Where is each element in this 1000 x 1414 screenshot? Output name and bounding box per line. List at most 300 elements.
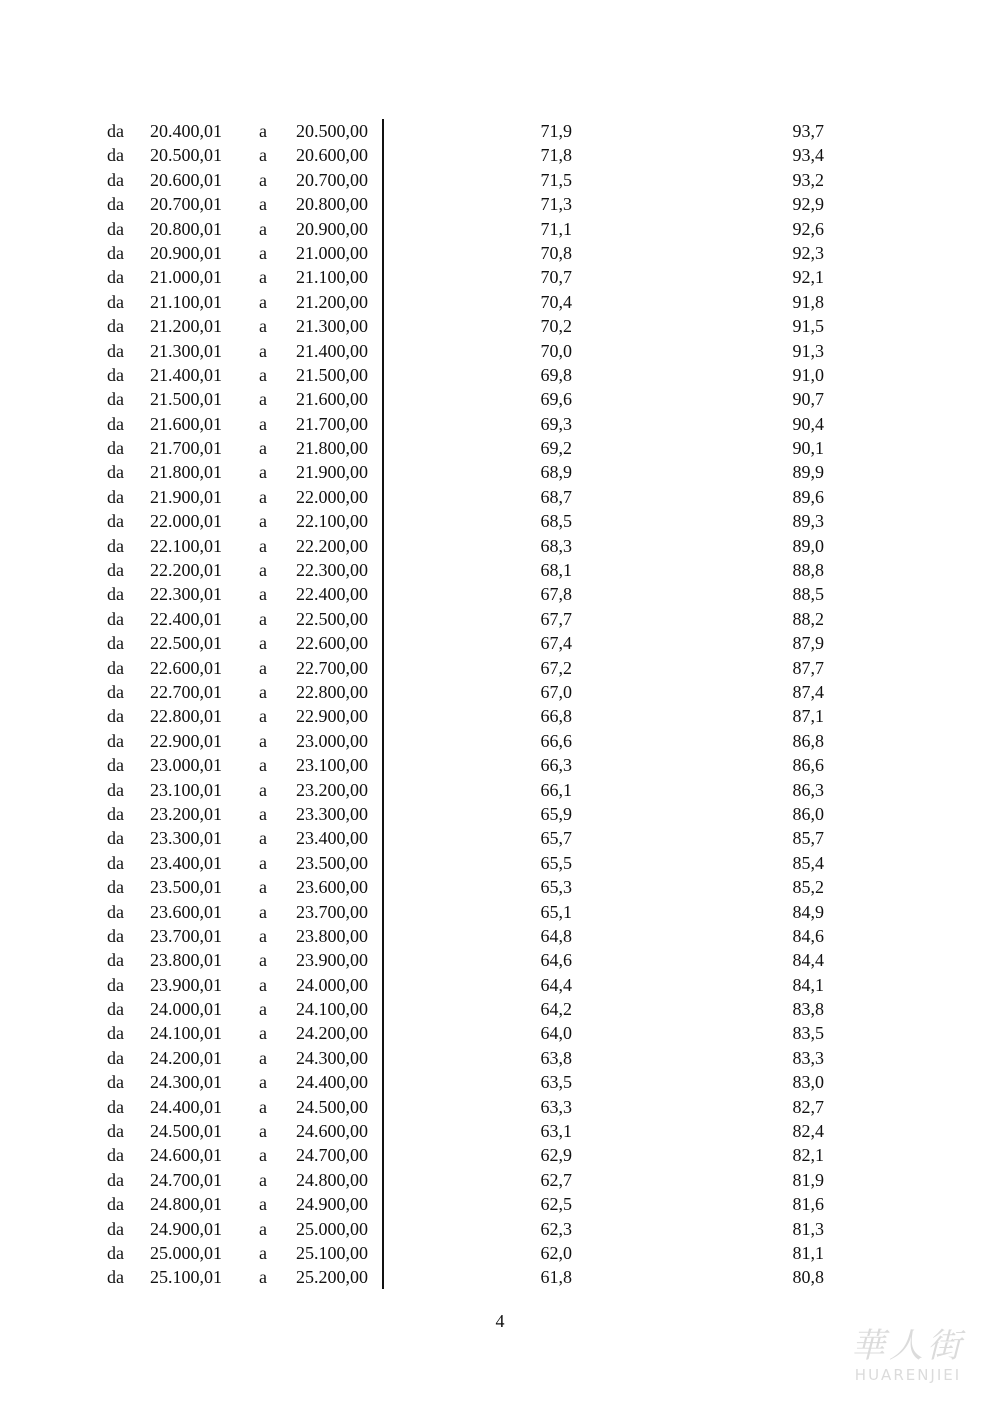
value-column-1: 63,3 (540, 1096, 572, 1117)
range-from-word: da (107, 121, 124, 141)
range-from-value: 24.900,01 (150, 1218, 222, 1239)
value-column-1: 65,5 (540, 852, 572, 873)
range-from-word: da (107, 194, 124, 215)
value-column-2: 90,7 (792, 389, 824, 410)
value-column-1: 71,3 (540, 194, 572, 215)
value-column-2: 88,8 (792, 560, 824, 581)
table-row (0, 802, 1000, 826)
range-from-word: da (107, 291, 124, 312)
table-row (0, 143, 1000, 167)
table-row (0, 778, 1000, 802)
range-to-value: 22.800,00 (296, 681, 368, 702)
value-column-1: 65,7 (540, 828, 572, 849)
table-row (0, 558, 1000, 582)
range-to-value: 23.200,00 (296, 779, 368, 800)
range-to-word: a (259, 901, 267, 922)
table-row (0, 900, 1000, 924)
table-row (0, 1119, 1000, 1143)
range-from-word: da (107, 1194, 124, 1215)
range-from-value: 24.300,01 (150, 1072, 222, 1093)
range-from-word: da (107, 364, 124, 385)
range-to-word: a (259, 364, 267, 385)
range-to-value: 23.600,00 (296, 877, 368, 898)
range-to-word: a (259, 121, 267, 141)
range-from-word: da (107, 1047, 124, 1068)
range-to-word: a (259, 194, 267, 215)
value-column-1: 71,8 (540, 145, 572, 166)
range-to-word: a (259, 438, 267, 459)
range-to-word: a (259, 852, 267, 873)
range-from-value: 22.800,01 (150, 706, 222, 727)
range-to-value: 22.900,00 (296, 706, 368, 727)
value-column-2: 82,4 (792, 1121, 824, 1142)
range-to-value: 24.200,00 (296, 1023, 368, 1044)
value-column-2: 83,5 (792, 1023, 824, 1044)
range-to-word: a (259, 877, 267, 898)
range-from-value: 25.100,01 (150, 1267, 222, 1288)
table-row (0, 973, 1000, 997)
value-column-2: 87,4 (792, 681, 824, 702)
value-column-1: 70,2 (540, 316, 572, 337)
table-row (0, 1021, 1000, 1045)
value-column-1: 68,7 (540, 486, 572, 507)
value-column-2: 91,8 (792, 291, 824, 312)
range-from-value: 24.200,01 (150, 1047, 222, 1068)
range-to-word: a (259, 145, 267, 166)
range-to-value: 21.500,00 (296, 364, 368, 385)
range-from-word: da (107, 1096, 124, 1117)
table-row (0, 997, 1000, 1021)
value-column-1: 64,4 (540, 974, 572, 995)
table-row (0, 387, 1000, 411)
range-to-value: 23.400,00 (296, 828, 368, 849)
range-to-word: a (259, 462, 267, 483)
value-column-1: 69,3 (540, 413, 572, 434)
value-column-1: 71,5 (540, 169, 572, 190)
table-row (0, 339, 1000, 363)
value-column-1: 68,5 (540, 511, 572, 532)
range-from-value: 22.600,01 (150, 657, 222, 678)
table-row (0, 753, 1000, 777)
range-from-value: 22.000,01 (150, 511, 222, 532)
range-from-value: 23.100,01 (150, 779, 222, 800)
value-column-2: 84,6 (792, 925, 824, 946)
table-row (0, 363, 1000, 387)
value-column-2: 93,7 (792, 121, 824, 141)
range-to-word: a (259, 950, 267, 971)
value-column-2: 83,8 (792, 999, 824, 1020)
table-row (0, 582, 1000, 606)
range-to-word: a (259, 316, 267, 337)
range-to-value: 23.100,00 (296, 755, 368, 776)
value-column-2: 86,0 (792, 803, 824, 824)
range-from-word: da (107, 1023, 124, 1044)
range-to-value: 22.300,00 (296, 560, 368, 581)
range-from-word: da (107, 584, 124, 605)
value-column-2: 89,0 (792, 535, 824, 556)
range-from-value: 20.500,01 (150, 145, 222, 166)
range-from-value: 21.300,01 (150, 340, 222, 361)
value-column-1: 65,9 (540, 803, 572, 824)
range-to-value: 20.700,00 (296, 169, 368, 190)
range-from-value: 20.400,01 (150, 121, 222, 141)
range-from-word: da (107, 706, 124, 727)
range-from-word: da (107, 925, 124, 946)
table-row (0, 826, 1000, 850)
range-from-word: da (107, 145, 124, 166)
table-row (0, 265, 1000, 289)
range-to-value: 25.000,00 (296, 1218, 368, 1239)
value-column-2: 84,9 (792, 901, 824, 922)
value-column-1: 69,8 (540, 364, 572, 385)
range-from-word: da (107, 267, 124, 288)
range-from-value: 21.500,01 (150, 389, 222, 410)
range-to-value: 20.500,00 (296, 121, 368, 141)
value-column-2: 81,3 (792, 1218, 824, 1239)
range-from-value: 25.000,01 (150, 1242, 222, 1263)
range-to-value: 23.300,00 (296, 803, 368, 824)
value-column-2: 80,8 (792, 1267, 824, 1288)
range-to-word: a (259, 1072, 267, 1093)
value-column-2: 91,0 (792, 364, 824, 385)
value-column-2: 89,3 (792, 511, 824, 532)
range-to-word: a (259, 1145, 267, 1166)
table-row (0, 1217, 1000, 1241)
range-from-value: 22.400,01 (150, 608, 222, 629)
table-row (0, 241, 1000, 265)
range-to-value: 21.600,00 (296, 389, 368, 410)
table-row (0, 948, 1000, 972)
range-to-value: 22.700,00 (296, 657, 368, 678)
range-from-word: da (107, 1242, 124, 1263)
table-row (0, 875, 1000, 899)
range-from-word: da (107, 389, 124, 410)
range-to-word: a (259, 657, 267, 678)
value-column-2: 91,3 (792, 340, 824, 361)
range-to-value: 22.000,00 (296, 486, 368, 507)
watermark-latin-text: HUARENJIEI (854, 1366, 962, 1384)
value-column-1: 62,9 (540, 1145, 572, 1166)
range-from-word: da (107, 486, 124, 507)
table-row (0, 314, 1000, 338)
value-column-2: 90,4 (792, 413, 824, 434)
range-from-word: da (107, 511, 124, 532)
range-from-value: 23.800,01 (150, 950, 222, 971)
range-from-value: 20.600,01 (150, 169, 222, 190)
range-to-word: a (259, 535, 267, 556)
value-column-1: 66,3 (540, 755, 572, 776)
value-column-2: 87,1 (792, 706, 824, 727)
range-to-word: a (259, 974, 267, 995)
value-column-1: 69,2 (540, 438, 572, 459)
range-from-value: 23.400,01 (150, 852, 222, 873)
value-column-2: 92,6 (792, 218, 824, 239)
range-from-value: 21.900,01 (150, 486, 222, 507)
range-to-value: 24.700,00 (296, 1145, 368, 1166)
table-row (0, 656, 1000, 680)
range-to-word: a (259, 828, 267, 849)
range-to-word: a (259, 511, 267, 532)
value-column-1: 62,3 (540, 1218, 572, 1239)
table-row (0, 290, 1000, 314)
range-to-word: a (259, 1121, 267, 1142)
range-from-word: da (107, 681, 124, 702)
range-to-word: a (259, 1218, 267, 1239)
value-column-2: 86,8 (792, 730, 824, 751)
range-to-value: 24.800,00 (296, 1169, 368, 1190)
table-row (0, 704, 1000, 728)
table-row (0, 924, 1000, 948)
rate-table (0, 119, 1000, 1290)
table-row (0, 1241, 1000, 1265)
range-from-value: 24.600,01 (150, 1145, 222, 1166)
table-row (0, 1143, 1000, 1167)
range-to-value: 23.000,00 (296, 730, 368, 751)
range-to-word: a (259, 389, 267, 410)
value-column-1: 63,1 (540, 1121, 572, 1142)
range-from-value: 24.000,01 (150, 999, 222, 1020)
range-to-word: a (259, 1242, 267, 1263)
range-from-value: 24.500,01 (150, 1121, 222, 1142)
value-column-2: 83,0 (792, 1072, 824, 1093)
value-column-1: 65,1 (540, 901, 572, 922)
range-to-value: 22.500,00 (296, 608, 368, 629)
value-column-1: 62,0 (540, 1242, 572, 1263)
table-row (0, 534, 1000, 558)
range-from-value: 23.700,01 (150, 925, 222, 946)
value-column-1: 65,3 (540, 877, 572, 898)
range-from-word: da (107, 901, 124, 922)
range-from-word: da (107, 462, 124, 483)
range-from-word: da (107, 608, 124, 629)
table-row (0, 607, 1000, 631)
value-column-2: 85,7 (792, 828, 824, 849)
value-column-2: 85,2 (792, 877, 824, 898)
range-from-value: 20.800,01 (150, 218, 222, 239)
value-column-1: 68,1 (540, 560, 572, 581)
range-from-value: 21.200,01 (150, 316, 222, 337)
value-column-1: 70,8 (540, 242, 572, 263)
range-to-value: 24.000,00 (296, 974, 368, 995)
value-column-1: 63,8 (540, 1047, 572, 1068)
table-row (0, 460, 1000, 484)
range-from-word: da (107, 779, 124, 800)
value-column-2: 92,3 (792, 242, 824, 263)
range-to-value: 22.100,00 (296, 511, 368, 532)
range-to-value: 23.700,00 (296, 901, 368, 922)
range-to-value: 20.800,00 (296, 194, 368, 215)
table-row (0, 631, 1000, 655)
range-from-word: da (107, 535, 124, 556)
range-to-value: 22.200,00 (296, 535, 368, 556)
range-to-word: a (259, 1023, 267, 1044)
table-row (0, 1192, 1000, 1216)
range-to-word: a (259, 803, 267, 824)
range-from-word: da (107, 1169, 124, 1190)
value-column-1: 62,5 (540, 1194, 572, 1215)
value-column-2: 93,2 (792, 169, 824, 190)
range-from-value: 20.700,01 (150, 194, 222, 215)
range-from-value: 22.100,01 (150, 535, 222, 556)
value-column-2: 87,9 (792, 633, 824, 654)
range-to-value: 22.400,00 (296, 584, 368, 605)
range-to-word: a (259, 291, 267, 312)
range-from-word: da (107, 755, 124, 776)
range-from-value: 22.300,01 (150, 584, 222, 605)
range-from-word: da (107, 950, 124, 971)
range-to-value: 21.400,00 (296, 340, 368, 361)
range-from-word: da (107, 413, 124, 434)
range-to-value: 24.300,00 (296, 1047, 368, 1068)
range-to-value: 23.800,00 (296, 925, 368, 946)
range-to-word: a (259, 413, 267, 434)
range-from-word: da (107, 218, 124, 239)
table-row (0, 509, 1000, 533)
range-to-value: 22.600,00 (296, 633, 368, 654)
range-to-word: a (259, 169, 267, 190)
range-from-value: 23.900,01 (150, 974, 222, 995)
range-from-word: da (107, 877, 124, 898)
range-from-value: 23.600,01 (150, 901, 222, 922)
value-column-1: 64,2 (540, 999, 572, 1020)
range-from-word: da (107, 1072, 124, 1093)
value-column-1: 61,8 (540, 1267, 572, 1288)
range-to-word: a (259, 706, 267, 727)
range-from-word: da (107, 1267, 124, 1288)
value-column-1: 67,7 (540, 608, 572, 629)
range-to-value: 24.400,00 (296, 1072, 368, 1093)
range-from-value: 23.000,01 (150, 755, 222, 776)
table-row (0, 217, 1000, 241)
table-row (0, 1046, 1000, 1070)
range-to-word: a (259, 633, 267, 654)
range-to-value: 25.200,00 (296, 1267, 368, 1288)
value-column-1: 67,2 (540, 657, 572, 678)
value-column-1: 67,4 (540, 633, 572, 654)
range-from-value: 21.000,01 (150, 267, 222, 288)
range-to-word: a (259, 340, 267, 361)
range-to-word: a (259, 681, 267, 702)
range-from-value: 22.500,01 (150, 633, 222, 654)
value-column-1: 67,0 (540, 681, 572, 702)
value-column-1: 68,9 (540, 462, 572, 483)
value-column-2: 86,6 (792, 755, 824, 776)
range-from-word: da (107, 730, 124, 751)
range-from-value: 21.100,01 (150, 291, 222, 312)
range-to-value: 21.300,00 (296, 316, 368, 337)
range-from-value: 23.300,01 (150, 828, 222, 849)
table-row (0, 1168, 1000, 1192)
range-to-word: a (259, 1169, 267, 1190)
range-from-value: 21.600,01 (150, 413, 222, 434)
range-to-word: a (259, 242, 267, 263)
range-from-word: da (107, 657, 124, 678)
range-from-word: da (107, 316, 124, 337)
table-row (0, 1070, 1000, 1094)
table-row (0, 168, 1000, 192)
range-from-word: da (107, 974, 124, 995)
value-column-2: 87,7 (792, 657, 824, 678)
range-from-word: da (107, 633, 124, 654)
range-to-word: a (259, 730, 267, 751)
range-to-word: a (259, 999, 267, 1020)
value-column-2: 82,1 (792, 1145, 824, 1166)
value-column-1: 71,9 (540, 121, 572, 141)
value-column-1: 63,5 (540, 1072, 572, 1093)
range-to-value: 23.500,00 (296, 852, 368, 873)
range-to-value: 21.200,00 (296, 291, 368, 312)
value-column-2: 92,9 (792, 194, 824, 215)
table-row (0, 436, 1000, 460)
range-to-word: a (259, 779, 267, 800)
value-column-2: 89,9 (792, 462, 824, 483)
value-column-2: 90,1 (792, 438, 824, 459)
value-column-1: 64,8 (540, 925, 572, 946)
value-column-2: 88,5 (792, 584, 824, 605)
value-column-1: 70,0 (540, 340, 572, 361)
range-to-value: 21.100,00 (296, 267, 368, 288)
range-to-value: 20.600,00 (296, 145, 368, 166)
value-column-1: 62,7 (540, 1169, 572, 1190)
range-to-word: a (259, 218, 267, 239)
value-column-1: 66,8 (540, 706, 572, 727)
range-to-value: 24.900,00 (296, 1194, 368, 1215)
range-from-value: 21.700,01 (150, 438, 222, 459)
range-to-word: a (259, 1096, 267, 1117)
range-from-word: da (107, 340, 124, 361)
range-to-value: 20.900,00 (296, 218, 368, 239)
range-from-word: da (107, 1121, 124, 1142)
watermark-logo (838, 1326, 978, 1396)
range-to-value: 24.500,00 (296, 1096, 368, 1117)
value-column-1: 69,6 (540, 389, 572, 410)
value-column-1: 70,4 (540, 291, 572, 312)
range-from-word: da (107, 999, 124, 1020)
table-row (0, 485, 1000, 509)
range-from-value: 20.900,01 (150, 242, 222, 263)
range-from-word: da (107, 560, 124, 581)
range-to-word: a (259, 560, 267, 581)
range-from-word: da (107, 1145, 124, 1166)
range-from-word: da (107, 1218, 124, 1239)
table-row (0, 729, 1000, 753)
value-column-1: 67,8 (540, 584, 572, 605)
page-number: 4 (495, 1311, 505, 1331)
range-to-value: 24.600,00 (296, 1121, 368, 1142)
value-column-1: 64,6 (540, 950, 572, 971)
range-from-value: 24.400,01 (150, 1096, 222, 1117)
value-column-2: 83,3 (792, 1047, 824, 1068)
range-from-word: da (107, 852, 124, 873)
table-row (0, 192, 1000, 216)
value-column-1: 70,7 (540, 267, 572, 288)
value-column-2: 81,1 (792, 1242, 824, 1263)
table-row (0, 1095, 1000, 1119)
range-to-value: 21.800,00 (296, 438, 368, 459)
range-from-value: 22.700,01 (150, 681, 222, 702)
range-from-value: 23.500,01 (150, 877, 222, 898)
value-column-1: 66,6 (540, 730, 572, 751)
range-to-word: a (259, 584, 267, 605)
range-from-value: 21.400,01 (150, 364, 222, 385)
value-column-2: 82,7 (792, 1096, 824, 1117)
value-column-2: 86,3 (792, 779, 824, 800)
watermark-cjk-text: 華人街 (851, 1326, 965, 1366)
range-from-value: 23.200,01 (150, 803, 222, 824)
value-column-2: 81,9 (792, 1169, 824, 1190)
range-from-value: 24.700,01 (150, 1169, 222, 1190)
value-column-2: 85,4 (792, 852, 824, 873)
